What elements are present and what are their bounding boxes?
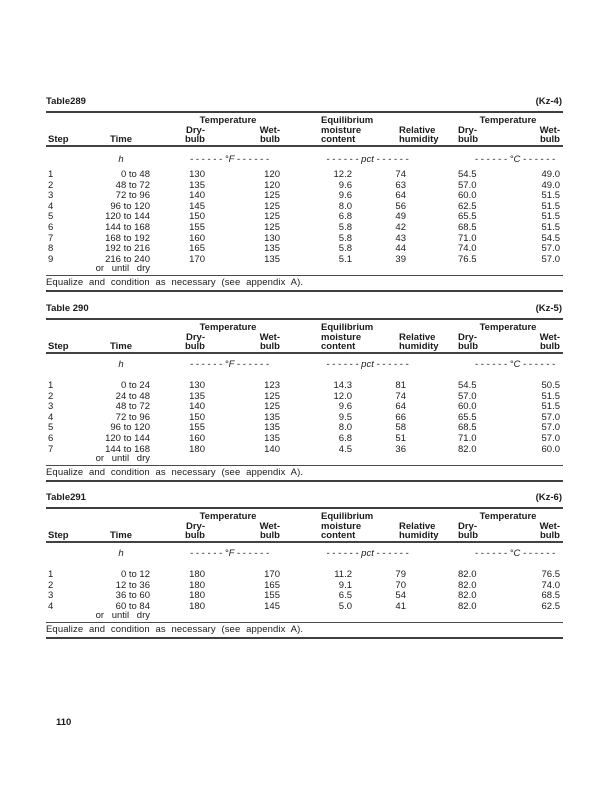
cell-rh: 63	[395, 179, 406, 191]
cell-emc: 5.8	[338, 232, 352, 244]
cell-time: 0 to 48	[120, 169, 150, 180]
cell-wet-bulb-f: 120	[264, 179, 280, 191]
header-row-spanners	[46, 509, 563, 522]
spacer-cell	[152, 265, 563, 273]
column-header-temperature-c: Temperature	[479, 115, 537, 126]
units-celsius: - - - - - - °C - - - - - -	[474, 153, 556, 165]
cell-time: 120 to 144	[105, 432, 150, 444]
until-dry-note: or until dry	[95, 263, 150, 275]
cell-rh: 74	[395, 390, 406, 402]
until-dry-row	[46, 612, 563, 620]
cell-step: 3	[48, 190, 54, 202]
cell-rh: 36	[395, 443, 406, 455]
cell-dry-bulb-c: 65.5	[458, 411, 477, 423]
cell-dry-bulb-f: 180	[189, 590, 205, 602]
table-header	[46, 509, 563, 558]
cell-rh: 56	[395, 200, 406, 212]
spacer-cell	[152, 612, 563, 620]
column-header-wet-bulb-c: Wet-	[539, 520, 560, 532]
column-header-temperature-c: Temperature	[479, 322, 537, 333]
table-body	[46, 558, 563, 620]
column-header-step: Step	[46, 342, 90, 353]
units-percent: - - - - - - pct - - - - - -	[326, 153, 409, 165]
cell-dry-bulb-f: 150	[189, 211, 205, 223]
kiln-schedule-table-289	[46, 96, 563, 292]
units-fahrenheit: - - - - - - °F - - - - - -	[189, 547, 270, 559]
equalize-footnote: Equalize and condition as necessary (see appendix A).	[46, 624, 304, 636]
cell-step: 3	[48, 401, 54, 413]
table-code: (Kz-6)	[535, 492, 562, 503]
cell-rh: 54	[395, 590, 406, 602]
cell-rh: 64	[395, 401, 406, 413]
cell-rh: 49	[395, 211, 406, 223]
spacer-cell	[152, 455, 563, 463]
cell-emc: 8.0	[338, 422, 352, 434]
units-time: h	[118, 153, 124, 165]
cell-rh: 66	[395, 411, 406, 423]
cell-dry-bulb-c: 65.5	[458, 211, 477, 223]
units-time: h	[118, 547, 124, 559]
column-header-bulb: bulb	[208, 342, 281, 353]
until-dry-note: or until dry	[95, 610, 150, 622]
column-header-bulb: bulb	[484, 531, 563, 542]
units-row	[46, 146, 563, 165]
cell-step: 3	[48, 590, 54, 602]
cell-wet-bulb-c: 74.0	[541, 579, 560, 591]
cell-wet-bulb-c: 51.5	[541, 221, 560, 233]
cell-dry-bulb-f: 140	[189, 190, 205, 202]
cell-dry-bulb-c: 54.5	[458, 169, 477, 180]
spacer-cell	[46, 265, 90, 273]
column-header-dry-bulb-f: Dry-	[185, 331, 205, 343]
cell-dry-bulb-f: 170	[189, 253, 205, 265]
column-header-wet-bulb-f: Wet-	[259, 520, 280, 532]
column-header-bulb: bulb	[152, 342, 208, 353]
column-header-bulb: bulb	[409, 135, 484, 146]
cell-dry-bulb-f: 155	[189, 221, 205, 233]
cell-wet-bulb-c: 50.5	[541, 380, 560, 391]
cell-rh: 79	[395, 569, 406, 580]
cell-dry-bulb-c: 57.0	[458, 390, 477, 402]
cell-step: 1	[48, 169, 54, 180]
schedule-table	[46, 509, 563, 620]
cell-dry-bulb-c: 82.0	[458, 600, 477, 612]
column-header-temperature-c: Temperature	[479, 511, 537, 522]
column-header-rh-line2: humidity	[355, 135, 409, 146]
cell-rh: 58	[395, 422, 406, 434]
units-row	[46, 353, 563, 370]
horizontal-rule	[46, 275, 563, 276]
units-celsius: - - - - - - °C - - - - - -	[474, 547, 556, 559]
column-header-bulb: bulb	[409, 531, 484, 542]
cell-dry-bulb-f: 140	[189, 401, 205, 413]
cell-dry-bulb-f: 160	[189, 232, 205, 244]
until-dry-row	[46, 265, 563, 273]
cell-dry-bulb-c: 68.5	[458, 422, 477, 434]
cell-dry-bulb-c: 60.0	[458, 401, 477, 413]
cell-wet-bulb-f: 125	[264, 390, 280, 402]
cell-wet-bulb-c: 49.0	[541, 169, 560, 180]
horizontal-rule	[46, 480, 563, 482]
cell-emc: 8.0	[338, 200, 352, 212]
cell-rh: 44	[395, 243, 406, 255]
cell-dry-bulb-c: 82.0	[458, 569, 477, 580]
cell-emc: 9.6	[338, 190, 352, 202]
schedule-table	[46, 113, 563, 273]
table-code: (Kz-5)	[535, 303, 562, 314]
column-header-temperature-f: Temperature	[199, 511, 257, 522]
cell-wet-bulb-f: 170	[264, 569, 280, 580]
cell-wet-bulb-c: 51.5	[541, 211, 560, 223]
table-row	[46, 369, 563, 392]
spacer-cell	[90, 113, 152, 126]
cell-dry-bulb-f: 160	[189, 432, 205, 444]
cell-time: 168 to 192	[105, 232, 150, 244]
cell-emc: 5.8	[338, 243, 352, 255]
units-time: h	[118, 358, 124, 370]
cell-step: 7	[48, 232, 54, 244]
cell-wet-bulb-c: 57.0	[541, 432, 560, 444]
table-title-row	[46, 96, 563, 107]
cell-step: 6	[48, 221, 54, 233]
cell-dry-bulb-f: 145	[189, 200, 205, 212]
cell-dry-bulb-f: 150	[189, 411, 205, 423]
header-row-spanners	[46, 320, 563, 333]
horizontal-rule	[46, 622, 563, 623]
header-row-main	[46, 135, 563, 146]
spacer-cell	[46, 113, 90, 126]
cell-wet-bulb-f: 130	[264, 232, 280, 244]
cell-wet-bulb-f: 135	[264, 422, 280, 434]
cell-wet-bulb-f: 140	[264, 443, 280, 455]
table-row	[46, 164, 563, 181]
cell-emc: 6.8	[338, 211, 352, 223]
column-header-bulb: bulb	[152, 531, 208, 542]
column-header-emc-line2: moisture	[321, 124, 362, 136]
cell-dry-bulb-f: 130	[189, 169, 205, 180]
cell-wet-bulb-c: 49.0	[541, 179, 560, 191]
spacer-cell	[46, 542, 90, 559]
schedule-table	[46, 320, 563, 463]
cell-time: 192 to 216	[105, 243, 150, 255]
cell-rh: 43	[395, 232, 406, 244]
cell-dry-bulb-c: 68.5	[458, 221, 477, 233]
spacer-cell	[46, 146, 90, 165]
cell-time: 60 to 84	[115, 600, 150, 612]
table-row	[46, 434, 563, 445]
cell-wet-bulb-c: 76.5	[541, 569, 560, 580]
cell-dry-bulb-c: 74.0	[458, 243, 477, 255]
cell-emc: 5.8	[338, 221, 352, 233]
cell-wet-bulb-f: 125	[264, 190, 280, 202]
cell-wet-bulb-f: 125	[264, 211, 280, 223]
units-percent: - - - - - - pct - - - - - -	[326, 547, 409, 559]
column-header-emc-line2: moisture	[321, 520, 362, 532]
column-header-bulb: bulb	[208, 135, 281, 146]
cell-step: 2	[48, 579, 54, 591]
units-row	[46, 542, 563, 559]
cell-dry-bulb-f: 130	[189, 380, 205, 391]
cell-emc: 9.1	[338, 579, 352, 591]
column-header-rh-line2: humidity	[355, 531, 409, 542]
cell-time: 48 to 72	[115, 179, 150, 191]
header-row-spanners	[46, 113, 563, 126]
column-header-bulb: bulb	[208, 531, 281, 542]
cell-dry-bulb-f: 180	[189, 569, 205, 580]
table-title-row	[46, 303, 563, 314]
cell-dry-bulb-c: 82.0	[458, 590, 477, 602]
cell-wet-bulb-f: 135	[264, 432, 280, 444]
until-dry-note: or until dry	[95, 453, 150, 465]
column-header-bulb: bulb	[484, 135, 563, 146]
cell-step: 4	[48, 200, 54, 212]
cell-time: 72 to 96	[115, 411, 150, 423]
column-header-rh-line1: Relative	[399, 124, 436, 136]
cell-rh: 42	[395, 221, 406, 233]
cell-wet-bulb-c: 68.5	[541, 590, 560, 602]
header-row-main	[46, 531, 563, 542]
cell-wet-bulb-c: 51.5	[541, 401, 560, 413]
column-header-wet-bulb-c: Wet-	[539, 331, 560, 343]
cell-emc: 12.2	[333, 169, 352, 180]
cell-wet-bulb-c: 57.0	[541, 422, 560, 434]
column-header-rh-line1: Relative	[399, 331, 436, 343]
cell-dry-bulb-f: 180	[189, 600, 205, 612]
column-header-bulb: bulb	[409, 342, 484, 353]
cell-time: 48 to 72	[115, 401, 150, 413]
cell-wet-bulb-c: 57.0	[541, 253, 560, 265]
column-header-temperature-f: Temperature	[199, 115, 257, 126]
column-header-dry-bulb-f: Dry-	[185, 124, 205, 136]
cell-emc: 11.2	[334, 569, 352, 580]
cell-step: 1	[48, 380, 54, 391]
page-number: 110	[56, 717, 72, 728]
equalize-footnote: Equalize and condition as necessary (see appendix A).	[46, 467, 304, 479]
table-body	[46, 369, 563, 463]
column-header-temperature-f: Temperature	[199, 322, 257, 333]
units-celsius: - - - - - - °C - - - - - -	[474, 358, 556, 370]
spacer-cell	[46, 455, 90, 463]
cell-step: 5	[48, 211, 54, 223]
cell-time: 96 to 120	[110, 422, 150, 434]
column-header-emc-line1: Equilibrium	[321, 115, 374, 126]
cell-dry-bulb-c: 60.0	[458, 190, 477, 202]
equalize-footnote: Equalize and condition as necessary (see appendix A).	[46, 277, 304, 289]
cell-wet-bulb-f: 135	[264, 253, 280, 265]
cell-step: 7	[48, 443, 54, 455]
kiln-schedule-table-290	[46, 303, 563, 482]
spacer-cell	[46, 612, 90, 620]
spacer-cell	[46, 353, 90, 370]
column-header-dry-bulb-c: Dry-	[458, 124, 478, 136]
horizontal-rule	[46, 465, 563, 466]
cell-time: 216 to 240	[105, 253, 150, 265]
cell-time: 0 to 24	[120, 380, 150, 391]
table-title-row	[46, 492, 563, 503]
table-title: Table289	[46, 96, 86, 107]
column-header-dry-bulb-c: Dry-	[458, 520, 478, 532]
table-header	[46, 320, 563, 369]
cell-time: 24 to 48	[115, 390, 150, 402]
cell-wet-bulb-c: 54.5	[541, 232, 560, 244]
cell-step: 4	[48, 600, 54, 612]
cell-wet-bulb-f: 123	[264, 380, 280, 391]
cell-rh: 39	[395, 253, 406, 265]
column-header-emc-line1: Equilibrium	[321, 511, 374, 522]
cell-time: 12 to 36	[115, 579, 150, 591]
table-body	[46, 164, 563, 273]
cell-dry-bulb-c: 71.0	[458, 432, 477, 444]
cell-emc: 4.5	[338, 443, 352, 455]
cell-dry-bulb-f: 135	[189, 179, 205, 191]
cell-wet-bulb-c: 51.5	[541, 200, 560, 212]
cell-time: 120 to 144	[105, 211, 150, 223]
table-row	[46, 558, 563, 581]
cell-wet-bulb-c: 57.0	[541, 243, 560, 255]
cell-dry-bulb-c: 76.5	[458, 253, 477, 265]
cell-dry-bulb-f: 135	[189, 390, 205, 402]
cell-dry-bulb-f: 180	[189, 579, 205, 591]
cell-step: 2	[48, 179, 54, 191]
cell-dry-bulb-f: 180	[189, 443, 205, 455]
cell-step: 8	[48, 243, 54, 255]
cell-wet-bulb-f: 165	[264, 579, 280, 591]
cell-step: 1	[48, 569, 54, 580]
column-header-wet-bulb-f: Wet-	[259, 124, 280, 136]
cell-wet-bulb-c: 51.5	[541, 390, 560, 402]
column-header-rh-line2: humidity	[355, 342, 409, 353]
column-header-time: Time	[90, 342, 152, 353]
cell-wet-bulb-f: 125	[264, 401, 280, 413]
table-header	[46, 113, 563, 164]
cell-dry-bulb-c: 71.0	[458, 232, 477, 244]
column-header-dry-bulb-c: Dry-	[458, 331, 478, 343]
cell-time: 144 to 168	[105, 221, 150, 233]
table-title: Table 290	[46, 303, 89, 314]
units-fahrenheit: - - - - - - °F - - - - - -	[189, 358, 270, 370]
cell-dry-bulb-f: 155	[189, 422, 205, 434]
table-row	[46, 223, 563, 234]
cell-time: 96 to 120	[110, 200, 150, 212]
cell-step: 2	[48, 390, 54, 402]
cell-dry-bulb-c: 54.5	[458, 380, 477, 391]
column-header-wet-bulb-f: Wet-	[259, 331, 280, 343]
column-header-step: Step	[46, 531, 90, 542]
cell-emc: 9.6	[338, 401, 352, 413]
column-header-time: Time	[90, 531, 152, 542]
cell-emc: 6.5	[338, 590, 352, 602]
cell-wet-bulb-c: 60.0	[541, 443, 560, 455]
cell-emc: 14.3	[333, 380, 352, 391]
cell-emc: 9.6	[338, 179, 352, 191]
cell-wet-bulb-f: 135	[264, 243, 280, 255]
column-header-bulb: bulb	[484, 342, 563, 353]
cell-emc: 12.0	[333, 390, 352, 402]
cell-step: 5	[48, 422, 54, 434]
cell-wet-bulb-c: 57.0	[541, 411, 560, 423]
cell-rh: 70	[395, 579, 406, 591]
cell-emc: 9.5	[338, 411, 352, 423]
cell-time: 72 to 96	[115, 190, 150, 202]
cell-rh: 51	[395, 432, 406, 444]
cell-time: 0 to 12	[120, 569, 150, 580]
cell-time: 36 to 60	[115, 590, 150, 602]
cell-dry-bulb-c: 82.0	[458, 579, 477, 591]
column-header-emc-line3: content	[281, 531, 355, 542]
units-percent: - - - - - - pct - - - - - -	[326, 358, 409, 370]
cell-step: 6	[48, 432, 54, 444]
spacer-cell	[46, 509, 90, 522]
cell-wet-bulb-f: 145	[264, 600, 280, 612]
column-header-step: Step	[46, 135, 90, 146]
cell-dry-bulb-c: 82.0	[458, 443, 477, 455]
column-header-emc-line2: moisture	[321, 331, 362, 343]
cell-step: 9	[48, 253, 54, 265]
cell-step: 4	[48, 411, 54, 423]
spacer-cell	[46, 320, 90, 333]
cell-rh: 41	[395, 600, 406, 612]
cell-dry-bulb-f: 165	[189, 243, 205, 255]
horizontal-rule	[46, 290, 563, 292]
column-header-wet-bulb-c: Wet-	[539, 124, 560, 136]
column-header-dry-bulb-f: Dry-	[185, 520, 205, 532]
cell-dry-bulb-c: 62.5	[458, 200, 477, 212]
spacer-cell	[90, 509, 152, 522]
cell-wet-bulb-f: 125	[264, 200, 280, 212]
cell-emc: 5.1	[338, 253, 352, 265]
cell-wet-bulb-f: 135	[264, 411, 280, 423]
column-header-emc-line3: content	[281, 135, 355, 146]
column-header-rh-line1: Relative	[399, 520, 436, 532]
cell-wet-bulb-f: 125	[264, 221, 280, 233]
cell-dry-bulb-c: 57.0	[458, 179, 477, 191]
cell-wet-bulb-c: 62.5	[541, 600, 560, 612]
table-code: (Kz-4)	[535, 96, 562, 107]
spacer-cell	[90, 320, 152, 333]
cell-emc: 6.8	[338, 432, 352, 444]
units-fahrenheit: - - - - - - °F - - - - - -	[189, 153, 270, 165]
column-header-emc-line3: content	[281, 342, 355, 353]
cell-time: 144 to 168	[105, 443, 150, 455]
cell-rh: 74	[395, 169, 406, 180]
cell-wet-bulb-f: 120	[264, 169, 280, 180]
column-header-time: Time	[90, 135, 152, 146]
cell-wet-bulb-c: 51.5	[541, 190, 560, 202]
cell-emc: 5.0	[338, 600, 352, 612]
cell-wet-bulb-f: 155	[264, 590, 280, 602]
until-dry-row	[46, 455, 563, 463]
horizontal-rule	[46, 637, 563, 639]
column-header-bulb: bulb	[152, 135, 208, 146]
table-title: Table291	[46, 492, 86, 503]
cell-rh: 81	[395, 380, 406, 391]
cell-rh: 64	[395, 190, 406, 202]
column-header-emc-line1: Equilibrium	[321, 322, 374, 333]
kiln-schedule-table-291	[46, 492, 563, 639]
header-row-main	[46, 342, 563, 353]
